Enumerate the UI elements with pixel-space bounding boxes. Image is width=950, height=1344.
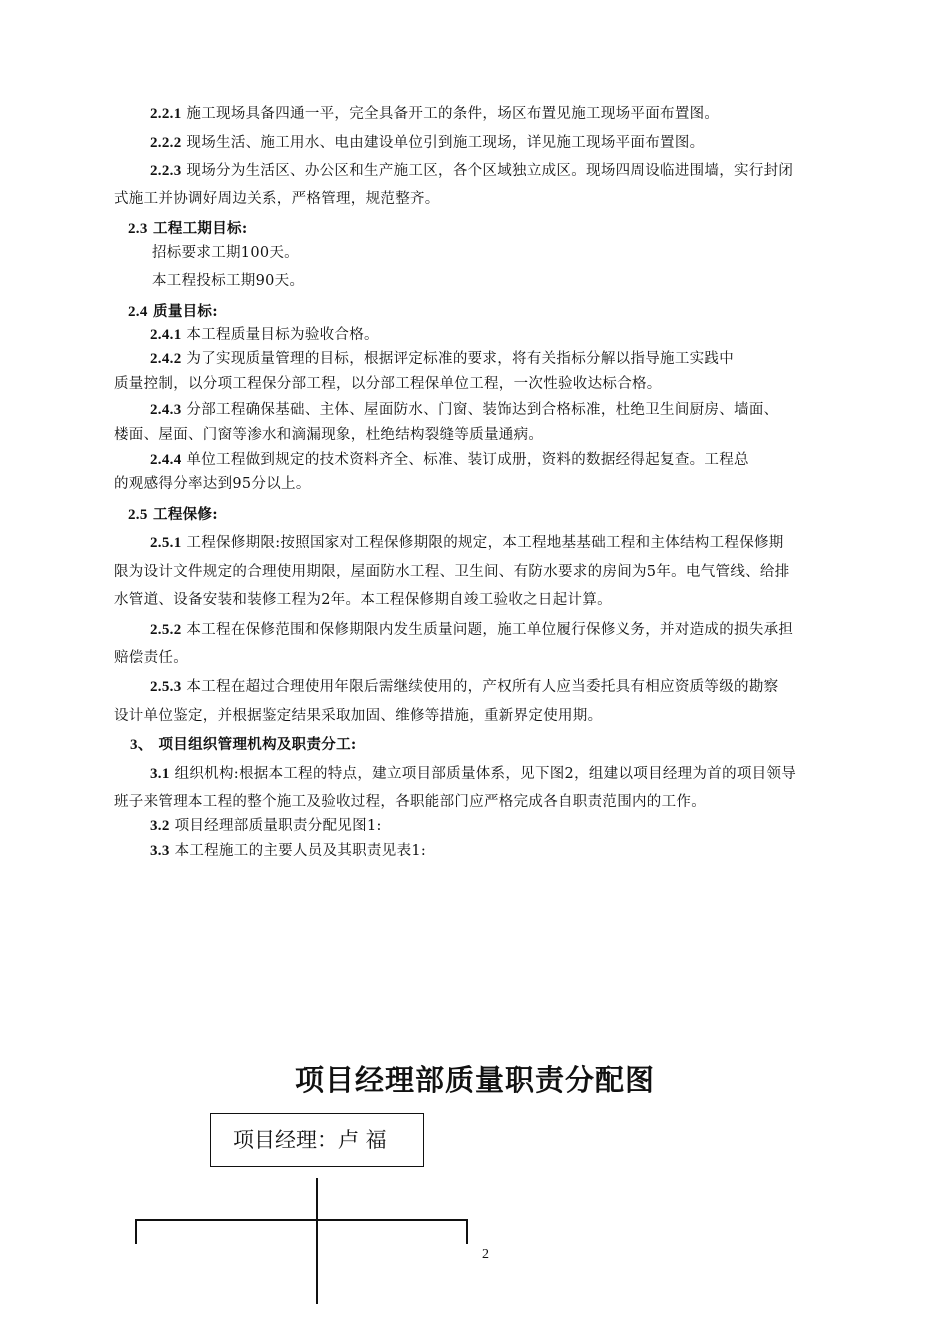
para-text: 楼面、屋面、门窗等渗水和滴漏现象，杜绝结构裂缝等质量通病。 xyxy=(114,427,544,443)
para-2-2-2 xyxy=(150,133,704,153)
para-text: 本工程投标工期90天。 xyxy=(152,273,305,289)
para-2-5-2-cont xyxy=(114,648,188,668)
para-2-4-3-cont xyxy=(114,425,543,445)
para-text: 本工程在超过合理使用年限后需继续使用的，产权所有人应当委托具有相应资质等级的勘察 xyxy=(186,679,779,695)
para-text: 施工现场具备四通一平，完全具备开工的条件，场区布置见施工现场平面布置图。 xyxy=(186,106,720,122)
para-text: 质量控制，以分项工程保分部工程，以分部工程保单位工程，一次性验收达标合格。 xyxy=(114,376,662,392)
para-2-2-3 xyxy=(150,161,793,181)
heading-text: 质量目标: xyxy=(153,303,218,320)
section-number: 2.3 xyxy=(128,221,148,237)
para-2-4-2-cont xyxy=(114,374,662,394)
para-text: 分部工程确保基础、主体、屋面防水、门窗、装饰达到合格标准，杜绝卫生间厨房、墙面、 xyxy=(186,402,779,418)
para-3-3 xyxy=(150,841,426,861)
section-number: 2.4.3 xyxy=(150,402,182,418)
para-2-4-1 xyxy=(150,325,379,345)
section-number: 2.2.3 xyxy=(150,163,182,179)
para-text: 式施工并协调好周边关系，严格管理，规范整齐。 xyxy=(114,191,440,207)
section-number: 3.1 xyxy=(150,766,170,782)
org-chart-trunk-line xyxy=(316,1178,318,1304)
section-number: 2.5.1 xyxy=(150,535,182,551)
para-2-3-bid xyxy=(152,271,304,291)
para-text: 本工程质量目标为验收合格。 xyxy=(186,327,379,343)
para-text: 项目经理部质量职责分配见图1: xyxy=(174,818,382,834)
para-2-3-tender xyxy=(152,243,299,263)
heading-2-4 xyxy=(128,302,218,322)
para-2-2-3-cont xyxy=(114,189,440,209)
section-number: 2.2.2 xyxy=(150,135,182,151)
heading-text: 工程保修: xyxy=(153,506,218,523)
heading-2-5 xyxy=(128,505,218,525)
para-text: 水管道、设备安装和装修工程为2年。本工程保修期自竣工验收之日起计算。 xyxy=(114,592,612,608)
heading-text: 工程工期目标: xyxy=(153,220,248,237)
para-2-4-2 xyxy=(150,349,734,369)
para-text: 为了实现质量管理的目标，根据评定标准的要求，将有关指标分解以指导施工实践中 xyxy=(186,351,735,367)
para-3-1 xyxy=(150,764,796,784)
section-number: 2.5 xyxy=(128,507,148,523)
section-number: 3.3 xyxy=(150,843,170,859)
para-2-5-3 xyxy=(150,677,778,697)
para-2-2-1 xyxy=(150,104,719,124)
para-text: 单位工程做到规定的技术资料齐全、标准、装订成册，资料的数据经得起复查。工程总 xyxy=(186,452,749,468)
para-text: 的观感得分率达到95分以上。 xyxy=(114,476,311,492)
para-text: 限为设计文件规定的合理使用期限，屋面防水工程、卫生间、有防水要求的房间为5年。电气管线、给排 xyxy=(114,564,790,580)
para-text: 组织机构:根据本工程的特点，建立项目部质量体系，见下图2，组建以项目经理为首的项目领导 xyxy=(174,766,797,782)
para-text: 本工程在保修范围和保修期限内发生质量问题，施工单位履行保修义务，并对造成的损失承担 xyxy=(186,622,794,638)
org-chart-right-drop-line xyxy=(466,1219,468,1244)
para-text: 工程保修期限:按照国家对工程保修期限的规定，本工程地基基础工程和主体结构工程保修期 xyxy=(186,535,784,551)
org-chart-title: 项目经理部质量职责分配图 xyxy=(294,1063,655,1097)
section-number: 2.5.2 xyxy=(150,622,182,638)
section-number: 3.2 xyxy=(150,818,170,834)
project-manager-label: 项目经理：卢 福 xyxy=(233,1128,387,1152)
para-text: 招标要求工期100天。 xyxy=(152,245,299,261)
section-number: 3、 xyxy=(130,737,154,753)
para-text: 赔偿责任。 xyxy=(114,650,188,666)
para-text: 设计单位鉴定，并根据鉴定结果采取加固、维修等措施，重新界定使用期。 xyxy=(114,708,603,724)
section-number: 2.4.4 xyxy=(150,452,182,468)
para-text: 本工程施工的主要人员及其职责见表1: xyxy=(174,843,427,859)
para-2-4-4-cont xyxy=(114,474,311,494)
para-2-5-1 xyxy=(150,533,784,553)
para-2-4-4 xyxy=(150,450,749,470)
heading-2-3 xyxy=(128,219,247,239)
para-text: 现场分为生活区、办公区和生产施工区，各个区域独立成区。现场四周设临进围墙，实行封闭 xyxy=(186,163,794,179)
page-number: 2 xyxy=(482,1247,489,1262)
para-2-5-1-cont2 xyxy=(114,590,612,610)
para-text: 现场生活、施工用水、电由建设单位引到施工现场，详见施工现场平面布置图。 xyxy=(186,135,705,151)
section-number: 2.5.3 xyxy=(150,679,182,695)
para-2-5-3-cont xyxy=(114,706,602,726)
section-number: 2.4 xyxy=(128,304,148,320)
org-chart-branch-line xyxy=(135,1219,467,1221)
para-3-2 xyxy=(150,816,382,836)
para-2-5-2 xyxy=(150,620,793,640)
para-3-1-cont xyxy=(114,792,706,812)
para-2-5-1-cont1 xyxy=(114,562,790,582)
section-number: 2.4.1 xyxy=(150,327,182,343)
section-number: 2.2.1 xyxy=(150,106,182,122)
project-manager-box xyxy=(210,1113,424,1167)
para-text: 班子来管理本工程的整个施工及验收过程，各职能部门应严格完成各自职责范围内的工作。 xyxy=(114,794,706,810)
heading-text: 项目组织管理机构及职责分工: xyxy=(158,736,357,753)
section-number: 2.4.2 xyxy=(150,351,182,367)
para-2-4-3 xyxy=(150,400,778,420)
heading-3 xyxy=(130,735,357,755)
org-chart-left-drop-line xyxy=(135,1219,137,1244)
